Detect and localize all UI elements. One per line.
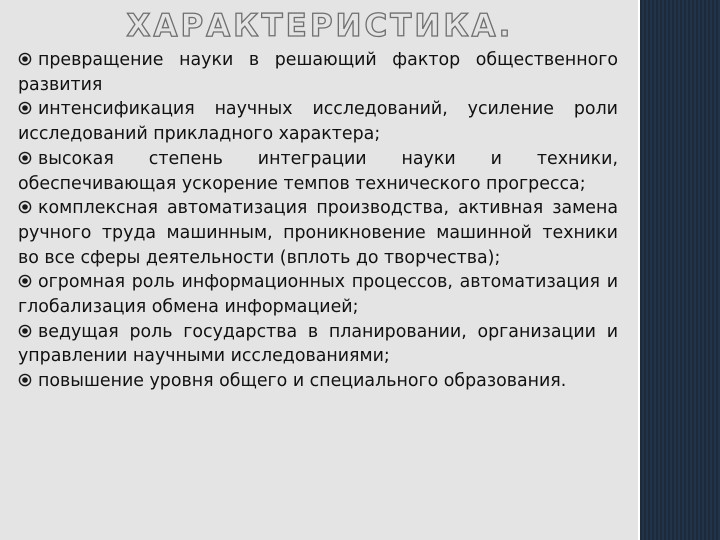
list-item-text: превращение науки в решающий фактор общественного развития [18,50,618,95]
list-item-text: комплексная автоматизация производства, активная замена ручного труда машинным, проникновение машинной техники во все сферы деятельности (вплоть до творчества); [18,198,618,268]
bullet-list [18,48,618,394]
list-item-text: огромная роль информационных процессов, автоматизация и глобализация обмена информацией; [18,272,618,318]
radio-circle-bullet-icon [18,101,32,115]
list-item [18,369,618,394]
list-item [18,147,618,196]
list-item [18,48,618,97]
list-item-text: высокая степень интеграции науки и техники, обеспечивающая ускорение темпов технического прогресса; [18,148,618,194]
decorative-sidebar [640,0,720,540]
radio-circle-bullet-icon [18,324,32,338]
radio-circle-bullet-icon [18,373,32,387]
list-item [18,97,618,146]
list-item [18,320,618,369]
slide-title: ХАРАКТЕРИСТИКА. [126,8,514,44]
list-item [18,196,618,270]
list-item [18,270,618,319]
radio-circle-bullet-icon [18,200,32,214]
radio-circle-bullet-icon [18,151,32,165]
list-item-text: ведущая роль государства в планировании, организации и управлении научными исследованиями; [18,321,618,367]
list-item-text: интенсификация научных исследований, усиление роли исследований прикладного характера; [18,99,618,145]
radio-circle-bullet-icon [18,52,32,66]
radio-circle-bullet-icon [18,274,32,288]
list-item-text: повышение уровня общего и специального образования. [38,371,567,392]
